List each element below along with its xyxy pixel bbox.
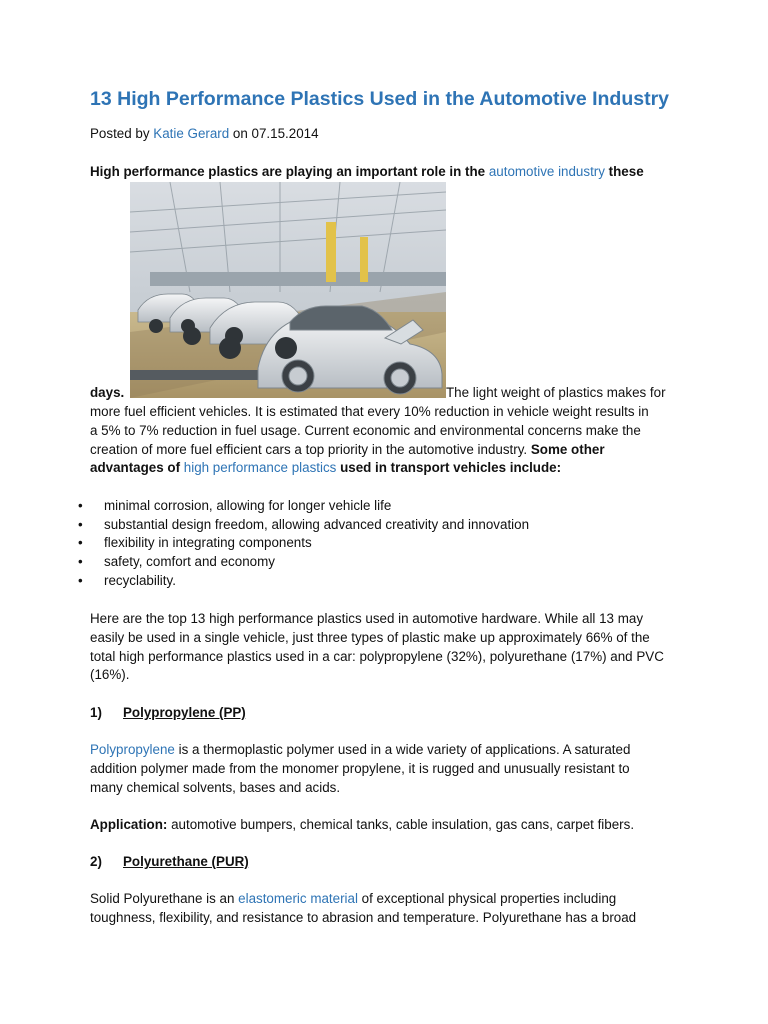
section-number: 1): [90, 705, 102, 720]
bullet-icon: •: [78, 516, 83, 532]
section-title: Polypropylene (PP): [123, 705, 246, 720]
section-number: 2): [90, 854, 102, 869]
list-item-text: recyclability.: [104, 572, 176, 588]
bullet-icon: •: [78, 535, 83, 551]
polyurethane-paragraph: [90, 890, 636, 928]
section-heading-polyurethane: [90, 853, 249, 872]
paragraph-line: many chemical solvents, bases and acids.: [90, 779, 341, 795]
automotive-industry-link[interactable]: automotive industry: [488, 164, 605, 179]
top-plastics-paragraph: [90, 610, 664, 685]
author-link[interactable]: Katie Gerard: [153, 126, 230, 141]
list-item: [78, 516, 529, 535]
paragraph-line: (16%).: [90, 667, 130, 683]
intro-text-end: these: [604, 164, 644, 179]
days-line: [90, 384, 690, 403]
paragraph-line: [90, 459, 690, 478]
light-weight-text: The light weight of plastics makes for: [446, 385, 666, 400]
paragraph-text: is a thermoplastic polymer used in a wide variety of applications. A saturated: [174, 742, 631, 757]
application-label: Application:: [90, 817, 168, 832]
intro-paragraph: [90, 403, 690, 478]
paragraph-line: a 5% to 7% reduction in fuel usage. Current economic and environmental concerns make the: [90, 422, 641, 438]
paragraph-bold-text: Some other: [530, 441, 605, 457]
list-item: [78, 572, 529, 591]
intro-line: [90, 163, 644, 182]
list-item: [78, 553, 529, 572]
list-item-text: flexibility in integrating components: [104, 535, 312, 551]
intro-text: High performance plastics are playing an important role in the: [90, 164, 489, 179]
bullet-icon: •: [78, 498, 83, 513]
paragraph-line: addition polymer made from the monomer propylene, it is rugged and unusually resistant to: [90, 760, 630, 776]
high-performance-plastics-link[interactable]: high performance plastics: [183, 460, 337, 476]
list-item: [78, 534, 529, 553]
elastomeric-material-link[interactable]: elastomeric material: [238, 891, 358, 906]
paragraph-line: toughness, flexibility, and resistance to abrasion and temperature. Polyurethane has a broad: [90, 909, 637, 925]
paragraph-line: [90, 441, 690, 460]
section-title: Polyurethane (PUR): [123, 854, 249, 869]
bullet-icon: •: [78, 572, 83, 588]
application-text: automotive bumpers, chemical tanks, cable insulation, gas cans, carpet fibers.: [167, 817, 635, 832]
paragraph-text: creation of more fuel efficient cars a top priority in the automotive industry.: [90, 441, 531, 457]
paragraph-line: [90, 741, 630, 760]
paragraph-line: total high performance plastics used in a car: polypropylene (32%), polyurethane (17%) and PVC: [90, 648, 664, 664]
list-item-text: safety, comfort and economy: [104, 554, 275, 570]
paragraph-line: easily be used in a single vehicle, just three types of plastic make up approximately 66% of the: [90, 629, 650, 645]
days-text: days.: [90, 385, 125, 400]
bullet-icon: •: [78, 554, 83, 570]
paragraph-line: [90, 816, 634, 835]
list-item-text: minimal corrosion, allowing for longer vehicle life: [104, 498, 392, 513]
advantages-list: [78, 497, 529, 590]
byline-date: on 07.15.2014: [229, 126, 319, 141]
paragraph-line: [90, 890, 636, 909]
polypropylene-application: [90, 816, 634, 835]
polypropylene-link[interactable]: Polypropylene: [90, 742, 175, 757]
paragraph-line: Here are the top 13 high performance plastics used in automotive hardware. While all 13 may: [90, 611, 644, 626]
article-title: 13 High Performance Plastics Used in the Automotive Industry: [90, 88, 670, 110]
car-assembly-line-photo: [130, 182, 446, 398]
section-heading-polypropylene: [90, 704, 246, 723]
paragraph-bold-text: used in transport vehicles include:: [336, 460, 562, 476]
list-item-text: substantial design freedom, allowing advanced creativity and innovation: [104, 516, 530, 532]
paragraph-text: Solid Polyurethane is an: [90, 891, 239, 906]
byline: [90, 125, 319, 144]
paragraph-line: more fuel efficient vehicles. It is estimated that every 10% reduction in vehicle weight results in: [90, 404, 649, 419]
paragraph-bold-text: advantages of: [90, 460, 184, 476]
byline-prefix: Posted by: [90, 126, 154, 141]
polypropylene-paragraph: [90, 741, 630, 797]
list-item: [78, 497, 529, 516]
paragraph-text: of exceptional physical properties including: [357, 891, 617, 906]
